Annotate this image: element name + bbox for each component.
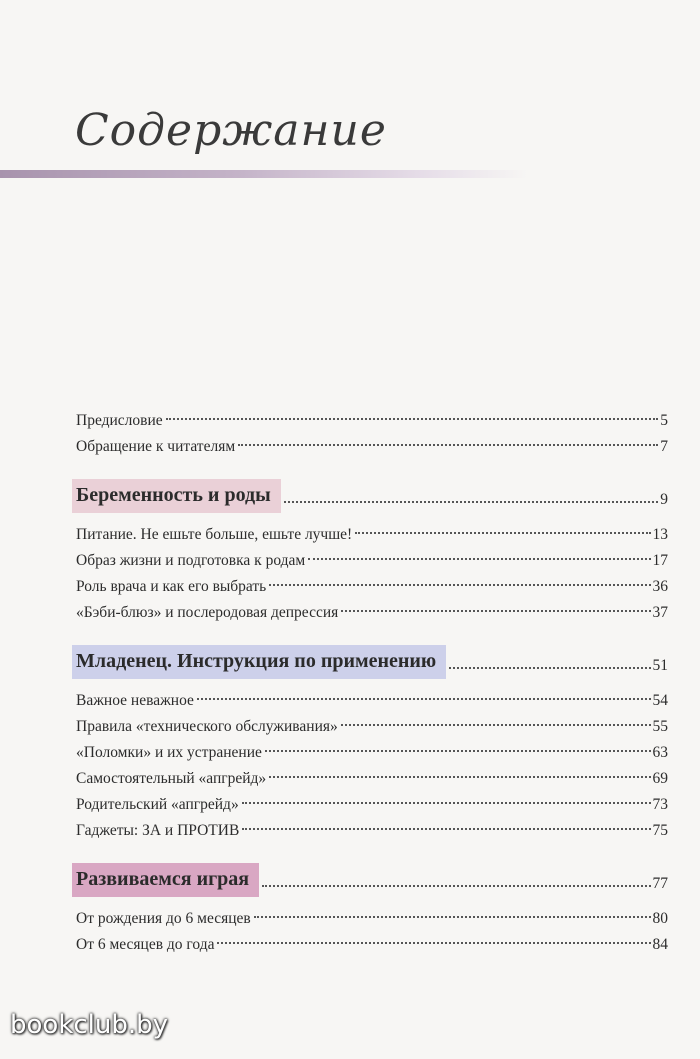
toc-entry[interactable] (76, 906, 668, 932)
toc-entry-page: 63 (652, 744, 668, 761)
toc-section-label: Развиваемся играя (72, 863, 259, 897)
toc-entry-page: 75 (652, 822, 668, 839)
dot-leader (197, 698, 651, 700)
toc-entry[interactable] (76, 932, 668, 958)
toc-entry-label: Правила «технического обслуживания» (76, 718, 338, 735)
toc-entry-page: 7 (660, 438, 668, 455)
toc-section-page: 9 (660, 491, 668, 508)
dot-leader (265, 750, 651, 752)
toc-entry-label: Гаджеты: ЗА и ПРОТИВ (76, 822, 240, 839)
title-underline-bar (0, 170, 528, 178)
dot-leader (262, 885, 650, 887)
toc-entry-label: Роль врача и как его выбрать (76, 578, 267, 595)
toc-entry-label: «Поломки» и их устранение (76, 744, 262, 761)
toc-entry-page: 36 (652, 578, 668, 595)
toc-entry-page: 80 (652, 910, 668, 927)
toc-entry[interactable] (76, 574, 668, 600)
dot-leader (217, 942, 650, 944)
toc-entry[interactable] (76, 548, 668, 574)
toc-entry-page: 55 (652, 718, 668, 735)
toc-section-heading[interactable] (76, 476, 668, 516)
toc-entry[interactable] (76, 818, 668, 844)
toc-entry-label: Самостоятельный «апгрейд» (76, 770, 267, 787)
toc-entry-page: 5 (660, 412, 668, 429)
toc-entry[interactable] (76, 434, 668, 460)
toc-entry-label: Питание. Не ешьте больше, ешьте лучше! (76, 526, 353, 543)
toc-entry-label: «Бэби-блюз» и послеродовая депрессия (76, 604, 339, 621)
toc-entry-label: Предисловие (76, 412, 163, 429)
toc-section-label: Беременность и роды (72, 479, 281, 513)
dot-leader (269, 776, 650, 778)
dot-leader (341, 610, 650, 612)
watermark: bookclub.by (10, 1010, 169, 1040)
dot-leader (449, 667, 650, 669)
toc-section-heading[interactable] (76, 642, 668, 682)
dot-leader (355, 532, 650, 534)
toc-entry[interactable] (76, 600, 668, 626)
dot-leader (341, 724, 651, 726)
toc-entry-label: От 6 месяцев до года (76, 936, 215, 953)
dot-leader (254, 916, 651, 918)
dot-leader (269, 584, 650, 586)
dot-leader (284, 501, 659, 503)
toc-entry[interactable] (76, 740, 668, 766)
toc-entry-label: Образ жизни и подготовка к родам (76, 552, 306, 569)
toc-entry-page: 54 (652, 692, 668, 709)
toc-entry-label: Родительский «апгрейд» (76, 796, 239, 813)
toc-section-page: 51 (652, 657, 668, 674)
toc-entry[interactable] (76, 522, 668, 548)
dot-leader (242, 802, 651, 804)
dot-leader (308, 558, 650, 560)
toc-entry[interactable] (76, 792, 668, 818)
page-title: Содержание (75, 105, 387, 156)
toc-section-page: 77 (652, 875, 668, 892)
toc-entry-page: 69 (652, 770, 668, 787)
table-of-contents (76, 408, 668, 958)
toc-entry-page: 84 (652, 936, 668, 953)
toc-entry-label: Важное неважное (76, 692, 194, 709)
toc-entry-label: Обращение к читателям (76, 438, 236, 455)
toc-section-label: Младенец. Инструкция по применению (72, 645, 446, 679)
toc-entry-label: От рождения до 6 месяцев (76, 910, 251, 927)
toc-entry-page: 13 (652, 526, 668, 543)
dot-leader (242, 828, 650, 830)
toc-entry[interactable] (76, 408, 668, 434)
toc-entry-page: 17 (652, 552, 668, 569)
toc-entry-page: 73 (652, 796, 668, 813)
dot-leader (166, 418, 659, 420)
toc-entry-page: 37 (652, 604, 668, 621)
toc-entry[interactable] (76, 766, 668, 792)
toc-entry[interactable] (76, 714, 668, 740)
toc-section-heading[interactable] (76, 860, 668, 900)
dot-leader (238, 444, 658, 446)
toc-entry[interactable] (76, 688, 668, 714)
